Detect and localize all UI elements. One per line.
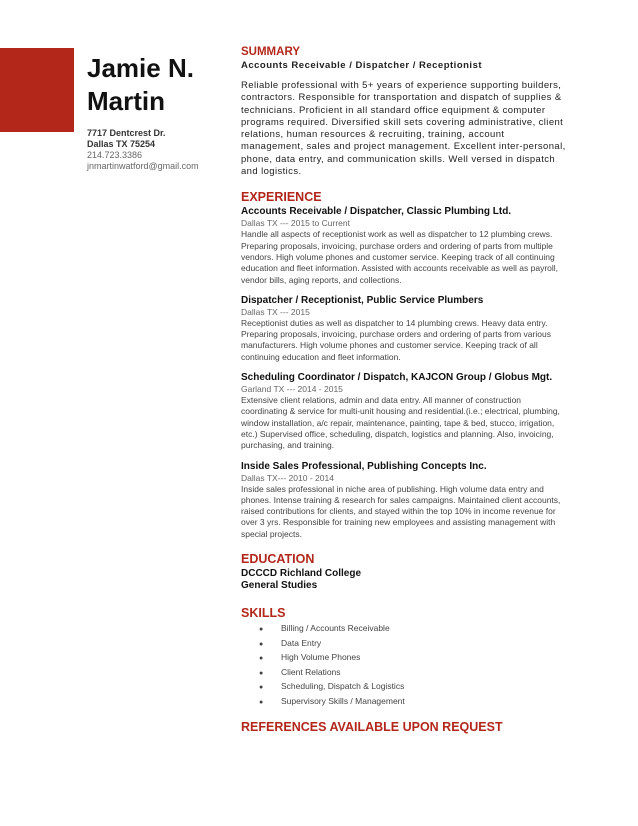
job-title: Inside Sales Professional, Publishing Concepts Inc. (241, 460, 487, 472)
education-section (241, 552, 566, 592)
phone: 214.723.3386 (87, 150, 143, 160)
list-item (259, 651, 566, 666)
last-name: Martin (87, 86, 165, 116)
summary-subtitle: Accounts Receivable / Dispatcher / Receptionist (241, 60, 483, 71)
list-item (259, 695, 566, 710)
skill-label: Data Entry (281, 637, 322, 648)
education-title: EDUCATION (241, 552, 315, 567)
education-program: General Studies (241, 580, 318, 592)
job-description: Receptionist duties as well as dispatcher to 14 plumbing crews. Heavy data entry. Preparing proposals, invoicing, purchase orders and ordering of parts from various manufacturers. High volume phones and customer service. Keeping track of all continuing education and fleet information. (241, 317, 551, 362)
skill-label: Client Relations (281, 666, 341, 677)
list-item (259, 666, 566, 681)
job-title: Accounts Receivable / Dispatcher, Classic Plumbing Ltd. (241, 206, 512, 218)
education-school: DCCCD Richland College (241, 568, 362, 580)
bullet-icon: ● (259, 684, 264, 692)
skills-section (241, 606, 566, 710)
experience-title: EXPERIENCE (241, 190, 322, 205)
email[interactable]: jnmartinwatford@gmail.com (87, 161, 199, 171)
contact-info (87, 128, 199, 172)
skills-list (241, 622, 566, 710)
bullet-icon: ● (259, 640, 264, 648)
bullet-icon: ● (259, 655, 264, 663)
job-title: Dispatcher / Receptionist, Public Service Plumbers (241, 294, 484, 306)
job-entry (241, 206, 566, 285)
summary-text: Reliable professional with 5+ years of experience supporting builders, contractors. Responsible for transportation and dispatch of supplies & technicians. Proficient in all standard office equipment & computer programs required. Diversified skill sets covering administrative, client relations, human resources & recruiting, training, account management, sales and project management. Excellent inter-personal, phone, data entry, and communication skills. Well versed in dispatch and logistics. (241, 80, 566, 178)
list-item (259, 680, 566, 695)
experience-section (241, 190, 566, 540)
job-title: Scheduling Coordinator / Dispatch, KAJCON Group / Globus Mgt. (241, 372, 553, 384)
list-item (259, 637, 566, 652)
job-description: Handle all aspects of receptionist work as well as dispatcher to 12 plumbing crews. Preparing proposals, invoicing, purchase orders and ordering of parts from multiple vendors. High volume phones and customer service. Keeping track of all continuing education and fleet information. Assisted with accounts receivable as well as payroll, vendor bills, aging reports, and collections. (241, 229, 559, 285)
accent-block (0, 48, 74, 132)
skill-label: Billing / Accounts Receivable (281, 623, 390, 634)
job-entry (241, 295, 566, 363)
job-entry (241, 372, 566, 451)
job-description: Extensive client relations, admin and data entry. All manner of construction coordinating & service for multi-unit housing and residential.(i.e.; electrical, plumbing, window installation, a/c repair, maintenance, painting, tape & bed, stucco, irrigation, etc.) Supervised office, scheduling, dispatch, logistics and planning. Also, invoicing, purchasing, and training. (241, 395, 560, 451)
city: Dallas TX 75254 (87, 139, 156, 149)
references-title: REFERENCES AVAILABLE UPON REQUEST (241, 719, 503, 734)
job-entry (241, 461, 566, 540)
job-meta: Garland TX --- 2014 - 2015 (241, 384, 343, 395)
job-description: Inside sales professional in niche area of publishing. High volume data entry and phones. Intense training & research for sales campaigns. Maintained client accounts, raised contributions for clients, and stayed within the top 10% in income revenue for over 3 yrs. Responsible for training new employees and assisting management with special projects. (241, 483, 561, 539)
references-section (241, 720, 566, 734)
bullet-icon: ● (259, 698, 264, 706)
candidate-name (87, 52, 194, 118)
first-name: Jamie N. (87, 53, 194, 83)
job-meta: Dallas TX --- 2015 (241, 306, 310, 317)
job-meta: Dallas TX--- 2010 - 2014 (241, 472, 334, 483)
summary-title: SUMMARY (241, 46, 300, 58)
skill-label: Supervisory Skills / Management (281, 695, 405, 706)
skill-label: High Volume Phones (281, 652, 361, 663)
bullet-icon: ● (259, 669, 264, 677)
bullet-icon: ● (259, 626, 264, 634)
list-item (259, 622, 566, 637)
skill-label: Scheduling, Dispatch & Logistics (281, 681, 405, 692)
skills-title: SKILLS (241, 606, 286, 621)
address: 7717 Dentcrest Dr. (87, 128, 166, 138)
summary-section (241, 46, 566, 178)
job-meta: Dallas TX --- 2015 to Current (241, 218, 350, 229)
main-content (241, 46, 566, 736)
